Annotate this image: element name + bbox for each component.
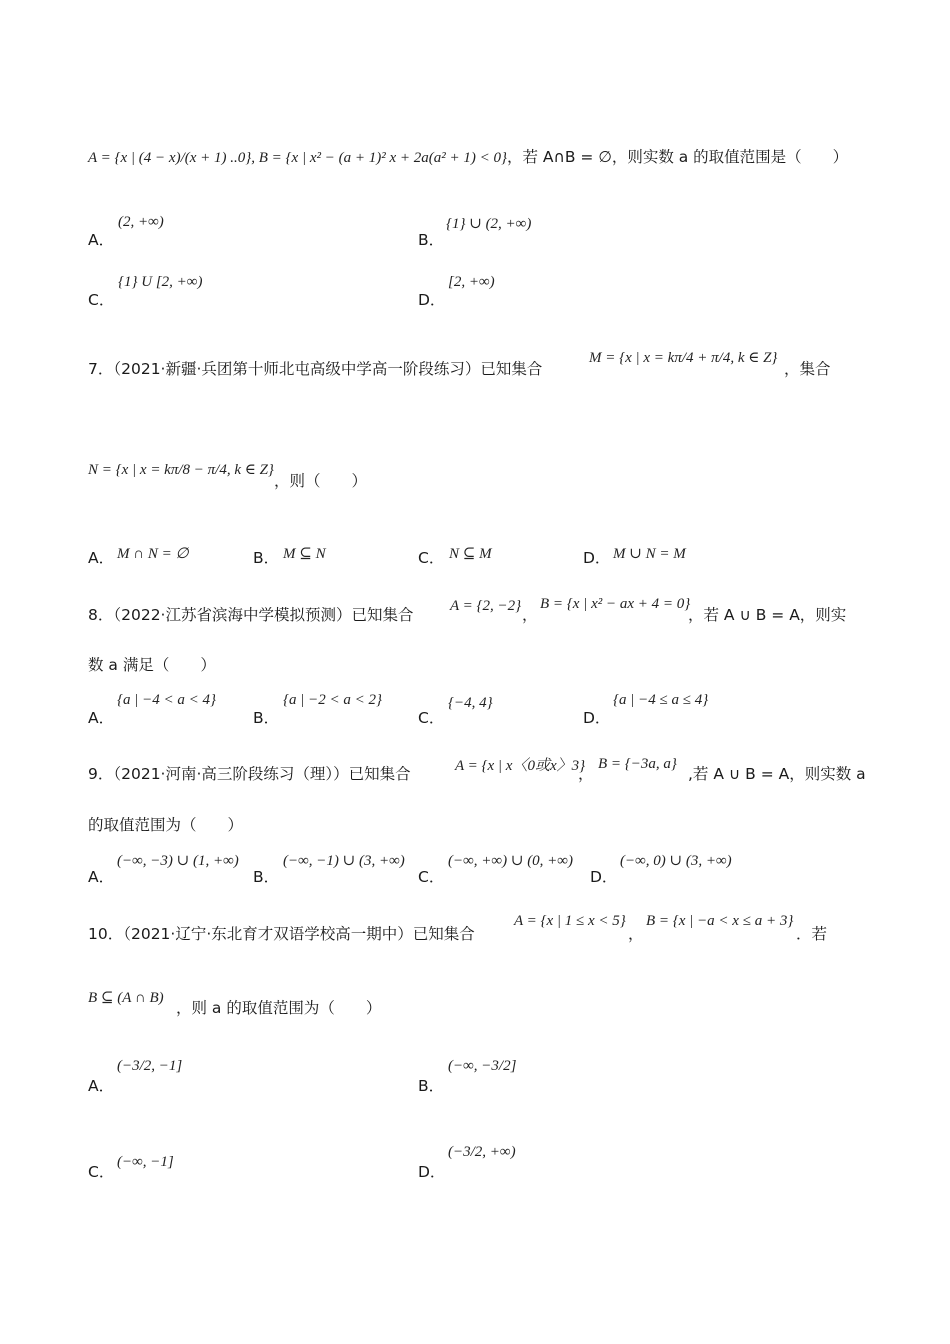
q7-formula-m: M = {x | x = kπ/4 + π/4, k ∈ Z} bbox=[589, 350, 778, 366]
q8-option-c-label: C． bbox=[418, 709, 445, 727]
q10-option-c-label: C． bbox=[88, 1163, 115, 1181]
q9-option-d-label: D． bbox=[590, 868, 618, 886]
q8-option-b: {a | −2 < a < 2} bbox=[283, 692, 382, 708]
q8-option-d-label: D． bbox=[583, 709, 611, 727]
q6-formula: A = {x | (4 − x)/(x + 1) ..0}, B = {x | x² − (a + 1)² x + 2a(a² + 1) < 0} bbox=[88, 150, 507, 166]
q8-option-a-label: A． bbox=[88, 709, 115, 727]
q7-stem-text: 7．（2021·新疆·兵团第十师北屯高级中学高一阶段练习）已知集合 bbox=[88, 360, 543, 378]
q10-option-a-label: A． bbox=[88, 1077, 115, 1095]
q9-stem2: 的取值范围为（ ） bbox=[88, 816, 244, 834]
q9-option-b-label: B． bbox=[253, 868, 280, 886]
q9-sep: ， bbox=[578, 765, 594, 783]
q7-stem-end: ，集合 bbox=[784, 360, 831, 378]
q10-option-d: (−3/2, +∞) bbox=[448, 1144, 516, 1160]
q7-option-a-label: A． bbox=[88, 549, 115, 567]
q9-formula-a: A = {x | x〈0或x〉3} bbox=[455, 758, 586, 774]
q6-option-a: (2, +∞) bbox=[118, 214, 164, 230]
q10-sep: ， bbox=[628, 925, 644, 943]
q10-stem-end: ．若 bbox=[796, 925, 828, 943]
q9-option-b: (−∞, −1) ∪ (3, +∞) bbox=[283, 853, 405, 869]
q6-stem bbox=[88, 150, 848, 166]
q8-formula-b: B = {x | x² − ax + 4 = 0} bbox=[540, 596, 691, 612]
q9-option-a: (−∞, −3) ∪ (1, +∞) bbox=[117, 853, 239, 869]
q7-option-a: M ∩ N = ∅ bbox=[117, 546, 189, 562]
q10-formula-c: B ⊆ (A ∩ B) bbox=[88, 990, 164, 1006]
q8-formula-a: A = {2, −2} bbox=[450, 598, 522, 614]
q7-option-d-label: D． bbox=[583, 549, 611, 567]
q10-formula-a: A = {x | 1 ≤ x < 5} bbox=[514, 913, 626, 929]
q8-stem2: 数 a 满足（ ） bbox=[88, 656, 216, 674]
q7-option-c-label: C． bbox=[418, 549, 445, 567]
q9-stem-end: ,若 A ∪ B = A，则实数 a bbox=[688, 765, 866, 783]
q9-option-c-label: C． bbox=[418, 868, 445, 886]
q8-stem-end: ，若 A ∪ B = A，则实 bbox=[688, 606, 847, 624]
q6-option-b: {1} ∪ (2, +∞) bbox=[446, 216, 532, 232]
q10-option-a: (−3/2, −1] bbox=[117, 1058, 183, 1074]
q8-option-d: {a | −4 ≤ a ≤ 4} bbox=[613, 692, 709, 708]
q6-option-d: [2, +∞) bbox=[448, 274, 495, 290]
q7-option-b-label: B． bbox=[253, 549, 280, 567]
q10-option-b: (−∞, −3/2] bbox=[448, 1058, 517, 1074]
q7-stem bbox=[88, 362, 542, 378]
q8-option-a: {a | −4 < a < 4} bbox=[117, 692, 216, 708]
q9-option-a-label: A． bbox=[88, 868, 115, 886]
q7-option-b: M ⊆ N bbox=[283, 546, 326, 562]
q7-option-c: N ⊆ M bbox=[449, 546, 492, 562]
q10-option-c: (−∞, −1] bbox=[117, 1154, 174, 1170]
q8-option-b-label: B． bbox=[253, 709, 280, 727]
q7-stem2: ，则（ ） bbox=[274, 472, 368, 490]
q10-option-b-label: B． bbox=[418, 1077, 445, 1095]
q6-text: ，若 A∩B = ∅，则实数 a 的取值范围是（ ） bbox=[506, 148, 849, 166]
q6-option-c: {1} U [2, +∞) bbox=[118, 274, 203, 290]
q9-stem: 9．（2021·河南·高三阶段练习（理））已知集合 bbox=[88, 765, 411, 783]
q10-stem: 10．（2021·辽宁·东北育才双语学校高一期中）已知集合 bbox=[88, 925, 475, 943]
q9-option-d: (−∞, 0) ∪ (3, +∞) bbox=[620, 853, 732, 869]
q10-formula-b: B = {x | −a < x ≤ a + 3} bbox=[646, 913, 794, 929]
q9-option-c: (−∞, +∞) ∪ (0, +∞) bbox=[448, 853, 573, 869]
q10-stem2: ，则 a 的取值范围为（ ） bbox=[176, 999, 382, 1017]
q8-option-c: {−4, 4} bbox=[448, 695, 493, 711]
q6-option-d-label: D． bbox=[418, 291, 446, 309]
q8-sep: ， bbox=[522, 606, 538, 624]
q10-option-d-label: D． bbox=[418, 1163, 446, 1181]
q7-option-d: M ∪ N = M bbox=[613, 546, 686, 562]
q6-option-b-label: B． bbox=[418, 231, 445, 249]
q9-formula-b: B = {−3a, a} bbox=[598, 756, 677, 772]
q6-option-a-label: A． bbox=[88, 231, 115, 249]
q8-stem: 8．（2022·江苏省滨海中学模拟预测）已知集合 bbox=[88, 606, 414, 624]
q6-option-c-label: C． bbox=[88, 291, 115, 309]
q7-formula-n: N = {x | x = kπ/8 − π/4, k ∈ Z} bbox=[88, 462, 274, 478]
